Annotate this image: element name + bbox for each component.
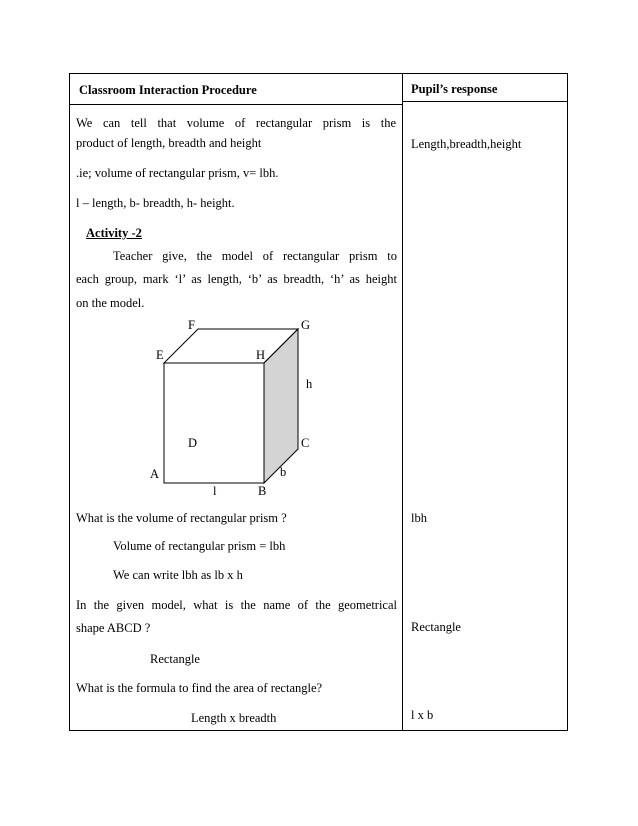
procedure-line-3: .ie; volume of rectangular prism, v= lbh.	[76, 166, 279, 180]
vertex-label-e: E	[156, 348, 164, 362]
question-3: What is the formula to find the area of rectangle?	[76, 681, 323, 695]
dim-label-h: h	[306, 377, 313, 391]
response-4: l x b	[411, 708, 434, 722]
answer-3: Length x breadth	[191, 711, 277, 725]
question-2a: In the given model, what is the name of the geometrical	[76, 598, 397, 612]
answer-2: Rectangle	[150, 652, 200, 666]
procedure-header: Classroom Interaction Procedure	[79, 83, 257, 97]
procedure-line-4: l – length, b- breadth, h- height.	[76, 196, 235, 210]
vertex-label-f: F	[188, 318, 195, 332]
activity-title: Activity -2	[86, 226, 142, 240]
question-2b: shape ABCD ?	[76, 621, 151, 635]
procedure-line-2: product of length, breadth and height	[76, 136, 262, 150]
procedure-line-1: We can tell that volume of rectangular prism is the	[76, 116, 396, 130]
response-1: Length,breadth,height	[411, 137, 522, 151]
prism-front-face	[164, 363, 264, 483]
vertex-label-g: G	[301, 318, 311, 332]
answer-1a: Volume of rectangular prism = lbh	[113, 539, 286, 553]
question-1: What is the volume of rectangular prism ?	[76, 511, 287, 525]
procedure-line-5: Teacher give, the model of rectangular prism to	[113, 249, 397, 263]
vertex-label-b: B	[258, 484, 267, 498]
vertex-label-c: C	[301, 436, 310, 450]
vertex-label-h: H	[256, 348, 266, 362]
response-2: lbh	[411, 511, 427, 525]
vertex-label-a: A	[150, 467, 160, 481]
dim-label-b: b	[280, 465, 287, 479]
vertex-label-d: D	[188, 436, 198, 450]
response-3: Rectangle	[411, 620, 461, 634]
procedure-line-6: each group, mark ‘l’ as length, ‘b’ as breadth, ‘h’ as height	[76, 272, 397, 286]
prism-side-face	[264, 329, 298, 483]
answer-1b: We can write lbh as lb x h	[113, 568, 243, 582]
response-header: Pupil’s response	[411, 82, 498, 96]
procedure-line-7: on the model.	[76, 296, 145, 310]
dim-label-l: l	[213, 484, 217, 498]
